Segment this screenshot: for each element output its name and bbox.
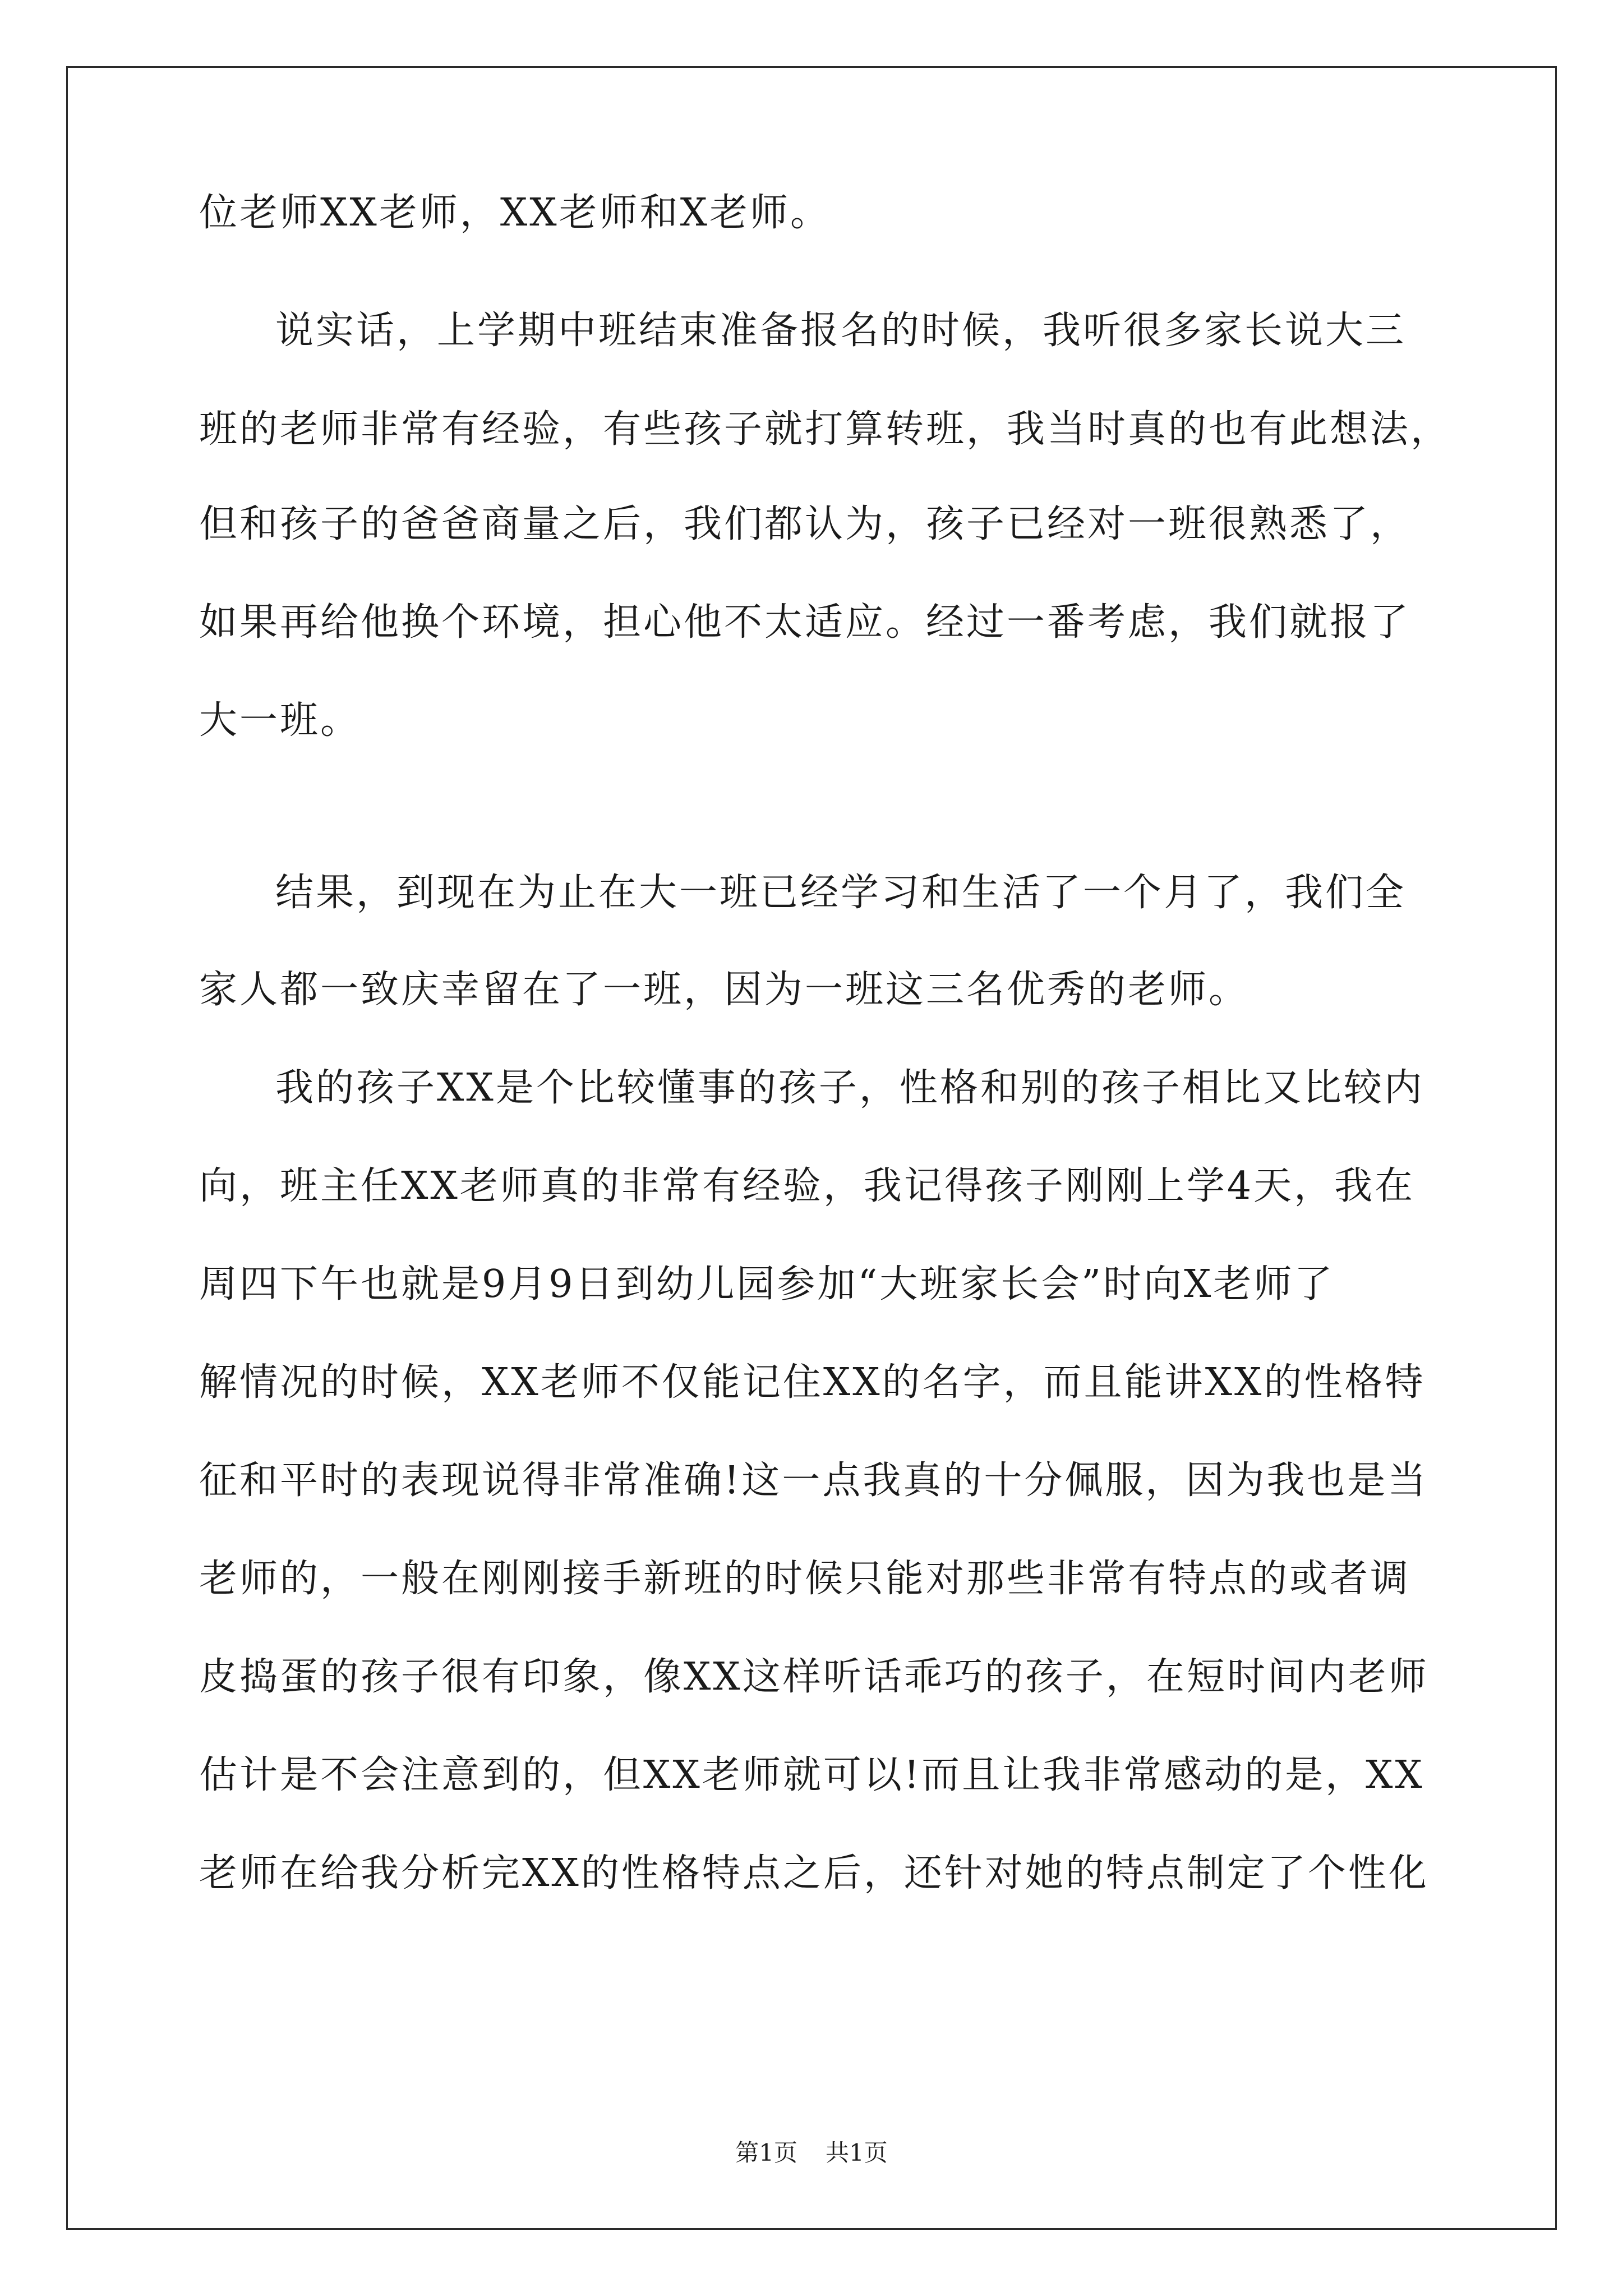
text-line: 班的老师非常有经验，有些孩子就打算转班，我当时真的也有此想法，: [199, 407, 1451, 452]
text-line: 征和平时的表现说得非常准确!这一点我真的十分佩服，因为我也是当: [199, 1458, 1428, 1503]
text-line: 如果再给他换个环境，担心他不太适应。经过一番考虑，我们就报了: [199, 600, 1411, 645]
text-line: 结果，到现在为止在大一班已经学习和生活了一个月了，我们全: [275, 871, 1407, 915]
text-line: 周四下午也就是9月9日到幼儿园参加“大班家长会”时向X老师了: [199, 1262, 1335, 1306]
page-border: [66, 66, 1557, 2230]
text-line: 老师的，一般在刚刚接手新班的时候只能对那些非常有特点的或者调: [199, 1557, 1411, 1601]
text-line: 估计是不会注意到的，但XX老师就可以!而且让我非常感动的是，XX: [199, 1753, 1424, 1797]
page-total: 共1页: [826, 2139, 888, 2166]
text-line: 皮捣蛋的孩子很有印象，像XX这样听话乖巧的孩子，在短时间内老师: [199, 1655, 1429, 1699]
text-line: 位老师XX老师，XX老师和X老师。: [199, 191, 831, 235]
text-line: 我的孩子XX是个比较懂事的孩子，性格和别的孩子相比又比较内: [275, 1066, 1424, 1110]
page-footer: [0, 2134, 1623, 2168]
text-line: 说实话，上学期中班结束准备报名的时候，我听很多家长说大三: [275, 309, 1407, 353]
text-line: 解情况的时候，XX老师不仅能记住XX的名字，而且能讲XX的性格特: [199, 1360, 1426, 1405]
text-line: 大一班。: [199, 698, 361, 743]
text-line: 但和孩子的爸爸商量之后，我们都认为，孩子已经对一班很熟悉了，: [199, 502, 1411, 546]
text-line: 向，班主任XX老师真的非常有经验，我记得孩子刚刚上学4天，我在: [199, 1164, 1415, 1208]
text-line: 家人都一致庆幸留在了一班，因为一班这三名优秀的老师。: [199, 968, 1249, 1012]
text-line: 老师在给我分析完XX的性格特点之后，还针对她的特点制定了个性化: [199, 1851, 1429, 1895]
page-number: 第1页: [735, 2139, 797, 2166]
